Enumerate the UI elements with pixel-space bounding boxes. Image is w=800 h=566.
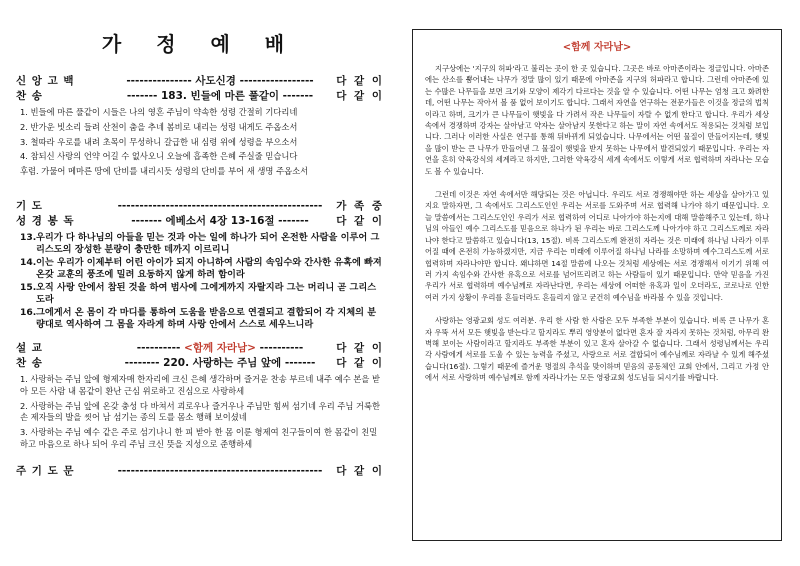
- order-leader: 다 같 이: [336, 75, 384, 87]
- hymn-183-lyrics: [20, 107, 384, 178]
- order-row-prayer: [16, 198, 384, 213]
- dash-prefix: ----------: [136, 341, 185, 354]
- order-row-hymn1: [16, 88, 384, 103]
- hymn-verse: 3. 사랑하는 주님 예수 같은 주로 섬기나니 한 피 받아 한 몸 이룬 형제여 친구들이여 한 몸같이 친밀하고 마음으로 하나 되어 우리 주님 크신 뜻을 지성으로 준행하세: [20, 427, 378, 449]
- worship-order: [16, 28, 384, 478]
- verse-number: 15.: [20, 281, 37, 293]
- sermon-paragraph: 지구상에는 '지구의 허파'라고 불리는 곳이 한 곳 있습니다. 그곳은 바로 아마존이라는 정글입니다. 아마존에는 산소를 뿜어내는 나무가 정말 많이 있기 때문에 아마존을 지구의 허파라고 합니다. 그런데 아마존에 있는 수많은 나무들을 보면 크기와 모양이 제각기 다르다는 것을 알 수 있습니다. 어떤 나무는 엄청 크고 화려한데, 어떤 나무는 작아서 볼 품 없어 보이기도 합니다. 그래서 자연을 연구하는 전문가들은 이것을 정글의 법칙이라고 하며, 크기가 큰 나무들이 햇빛을 다 가려서 작은 나무들이 자랄 수 없게 한다고 합니다. 우리가 세상 속에서 경쟁하며 강자는 살아남고 약자는 살아남지 못한다고 하는 말이 자연 속에서도 적용되는 것처럼 보입니다. 그러나 이러한 사실은 연구를 통해 뒤바뀌게 되었습니다. 나무에서는 어떤 물질이 만들어지는데, 햇빛을 많이 받는 큰 나무가 만들어낸 그 물질이 햇빛을 받지 못하는 나무에서 발견되었기 때문입니다. 우리는 자연을 흔히 약육강식의 세계라고 하지만, 그러한 약육강식 세계 속에서도 이렇게 서로 협력하며 자라나는 모습도 볼 수 있습니다.: [425, 64, 769, 176]
- scripture-verse: [20, 307, 384, 332]
- order-leader: 다 같 이: [336, 341, 384, 354]
- hymn-verse: 3. 철따라 우로를 내려 초목이 무성하니 갈급한 내 심령 위에 성령을 부으소서: [20, 136, 298, 147]
- order-leader: 다 같 이: [336, 90, 384, 102]
- order-leader: 가 족 중: [336, 199, 384, 212]
- scripture-verse: [20, 257, 384, 282]
- scripture-text: [20, 232, 384, 332]
- sermon-panel: [412, 29, 782, 541]
- order-row-lords-prayer: [16, 463, 384, 478]
- verse-text: 우리가 다 하나님의 아들을 믿는 것과 아는 일에 하나가 되어 온전한 사람을 이루어 그리스도의 장성한 분량이 충만한 데까지 이르리니: [36, 231, 380, 256]
- dash-suffix: ----------: [255, 341, 304, 354]
- hymn-220-lyrics: [20, 374, 384, 451]
- hymn-chorus: 후렴. 가물어 메마른 땅에 단비를 내리시듯 성령의 단비를 부어 새 생명 주옵소서: [20, 166, 309, 177]
- verse-number: 14.: [20, 256, 37, 268]
- order-item: -----------------------------------------------: [117, 199, 323, 212]
- order-item: [112, 340, 328, 355]
- scripture-verse: [20, 232, 384, 257]
- sermon-panel-title: <함께 자라남>: [562, 42, 632, 53]
- hymn-verse: 2. 반가운 빗소리 들려 산천이 춤을 추네 봄비로 내리는 성령 내게도 주옵소서: [20, 121, 298, 132]
- order-item: ------- 183. 빈들에 마른 풀같이 -------: [126, 90, 314, 102]
- order-row-scripture: [16, 213, 384, 228]
- order-item: -------- 220. 사랑하는 주님 앞에 -------: [124, 356, 316, 369]
- verse-text: 오직 사랑 안에서 참된 것을 하여 범사에 그에게까지 자랄지라 그는 머리니 곧 그리스도라: [36, 281, 377, 306]
- verse-number: 13.: [20, 231, 37, 243]
- scripture-verse: [20, 282, 384, 307]
- verse-text: 이는 우리가 이제부터 어린 아이가 되지 아니하여 사람의 속임수와 간사한 유혹에 빠져 온갖 교훈의 풍조에 밀려 요동하지 않게 하려 함이라: [36, 256, 382, 281]
- order-item: ------- 에베소서 4장 13-16절 -------: [131, 214, 309, 227]
- verse-number: 16.: [20, 306, 37, 318]
- hymn-verse: 4. 참되신 사랑의 언약 어길 수 없사오니 오늘에 흡족한 은혜 주실줄 믿습니다: [20, 151, 298, 162]
- order-label: 찬 송: [16, 356, 43, 369]
- sermon-paragraph: 그런데 이것은 자연 속에서만 해당되는 것은 아닙니다. 우리도 서로 경쟁해야만 하는 세상을 살아가고 있지요 말하자면, 그 속에서도 그리스도인인 우리는 서로를 도와주며 서로 협력해 나가야 하기 때문입니다. 오늘 말씀에서는 그리스도인인 우리가 서로 협력하여 어디로 나아가야 하는지에 대해 말씀해주고 있는데, 하나님의 아들인 예수 그리스도를 믿음으로 하나가 된 우리는 바로 그리스도께 나아가야 하고 그리스도께로 자라나야 한다고 말씀하고 있습니다(13, 15절). 비록 그리스도께 완전히 자라는 것은 미래에 하나님 나라가 이루어질 때에 온전히 가능하겠지만, 지금 우리는 미래에 이루어질 하나님 나라를 소망하며 예수그리스도께 서로 협력하며 자라나야만 합니다. 왜냐하면 14절 말씀에 나오는 것처럼 세상에는 서로 경쟁해서 이기기 위해 여러 가지 속임수와 간사한 유혹으로 서로를 넘어뜨리려고 하는 사람들이 있기 때문입니다. 만약 믿음을 가진 우리가 서로 협력하며 예수님께로 자라난다면, 우리는 세상에 어떠한 유혹과 일이 오더라도, 코로나로 인한 여러 가지 상황이 우리를 흔들더라도 흔들리지 않고 굳건히 예수님을 바라볼 수 있을 것입니다.: [425, 190, 769, 302]
- sermon-title: <함께 자라남>: [184, 341, 256, 354]
- order-leader: 다 같 이: [336, 356, 384, 369]
- hymn-verse: 2. 사랑하는 주님 앞에 온갖 충성 다 바쳐서 괴로우나 즐거우나 주님만 힘써 섬기네 우리 주님 거룩한 손 제자들의 발을 씻어 남 섬기는 종의 도를 몸소 행해 보이셨네: [20, 400, 381, 423]
- order-label: 설 교: [16, 341, 43, 354]
- hymn-verse: 1. 사랑하는 주님 앞에 형제자매 한자리에 크신 은혜 생각하며 즐거운 찬송 부르네 내주 예수 본을 받아 모든 사람 내 몸같이 환난 근심 위로하고 진심으로 사랑하세: [20, 373, 381, 396]
- order-row-sermon: [16, 340, 384, 355]
- hymn-verse: 1. 빈들에 마른 풀같이 시들은 나의 영혼 주님이 약속한 성령 간절히 기다리네: [20, 107, 298, 117]
- order-label: 신 앙 고 백: [16, 75, 75, 87]
- order-label: 주 기 도 문: [16, 464, 75, 477]
- order-label: 찬 송: [16, 90, 43, 102]
- order-label: 기 도: [16, 199, 43, 212]
- verse-text: 그에게서 온 몸이 각 마디를 통하여 도움을 받음으로 연결되고 결합되어 각 지체의 분량대로 역사하여 그 몸을 자라게 하며 사랑 안에서 스스로 세우느니라: [36, 306, 377, 331]
- order-leader: 다 같 이: [336, 214, 384, 227]
- order-leader: 다 같 이: [336, 464, 384, 477]
- order-row-creed: [16, 73, 384, 88]
- order-item: -----------------------------------------------: [117, 464, 323, 477]
- order-item: --------------- 사도신경 -----------------: [126, 75, 314, 87]
- order-row-hymn2: [16, 355, 384, 370]
- sermon-paragraph: 사랑하는 영광교회 성도 여러분. 우리 한 사람 한 사람은 모두 부족한 부분이 있습니다. 비록 큰 나무가 혼자 우뚝 서서 모든 햇빛을 받는다고 할지라도 뿌리 영양분이 없다면 혼자 잘 자라지 못하는 것처럼, 아무리 완벽해 보이는 사람이라고 할지라도 부족한 부분이 있고 혼자 살아갈 수 없습니다. 그래서 성령님께서는 우리 각 사람에게 서로를 도울 수 있는 능력을 주셨고, 사랑으로 서로 결합되어 예수님께로 자라날 수 있게 해주셨습니다(16절). 그렇기 때문에 즐거운 명절의 추석을 맞이하며 믿음의 공동체인 교회 안에서, 그리고 가정 안에서 서로 사랑하며 예수님께로 함께 자라나가는 모든 영광교회 성도님들 되시기를 바랍니다.: [425, 316, 769, 383]
- order-label: 성 경 봉 독: [16, 214, 75, 227]
- page-title: 가 정 예 배: [101, 32, 299, 56]
